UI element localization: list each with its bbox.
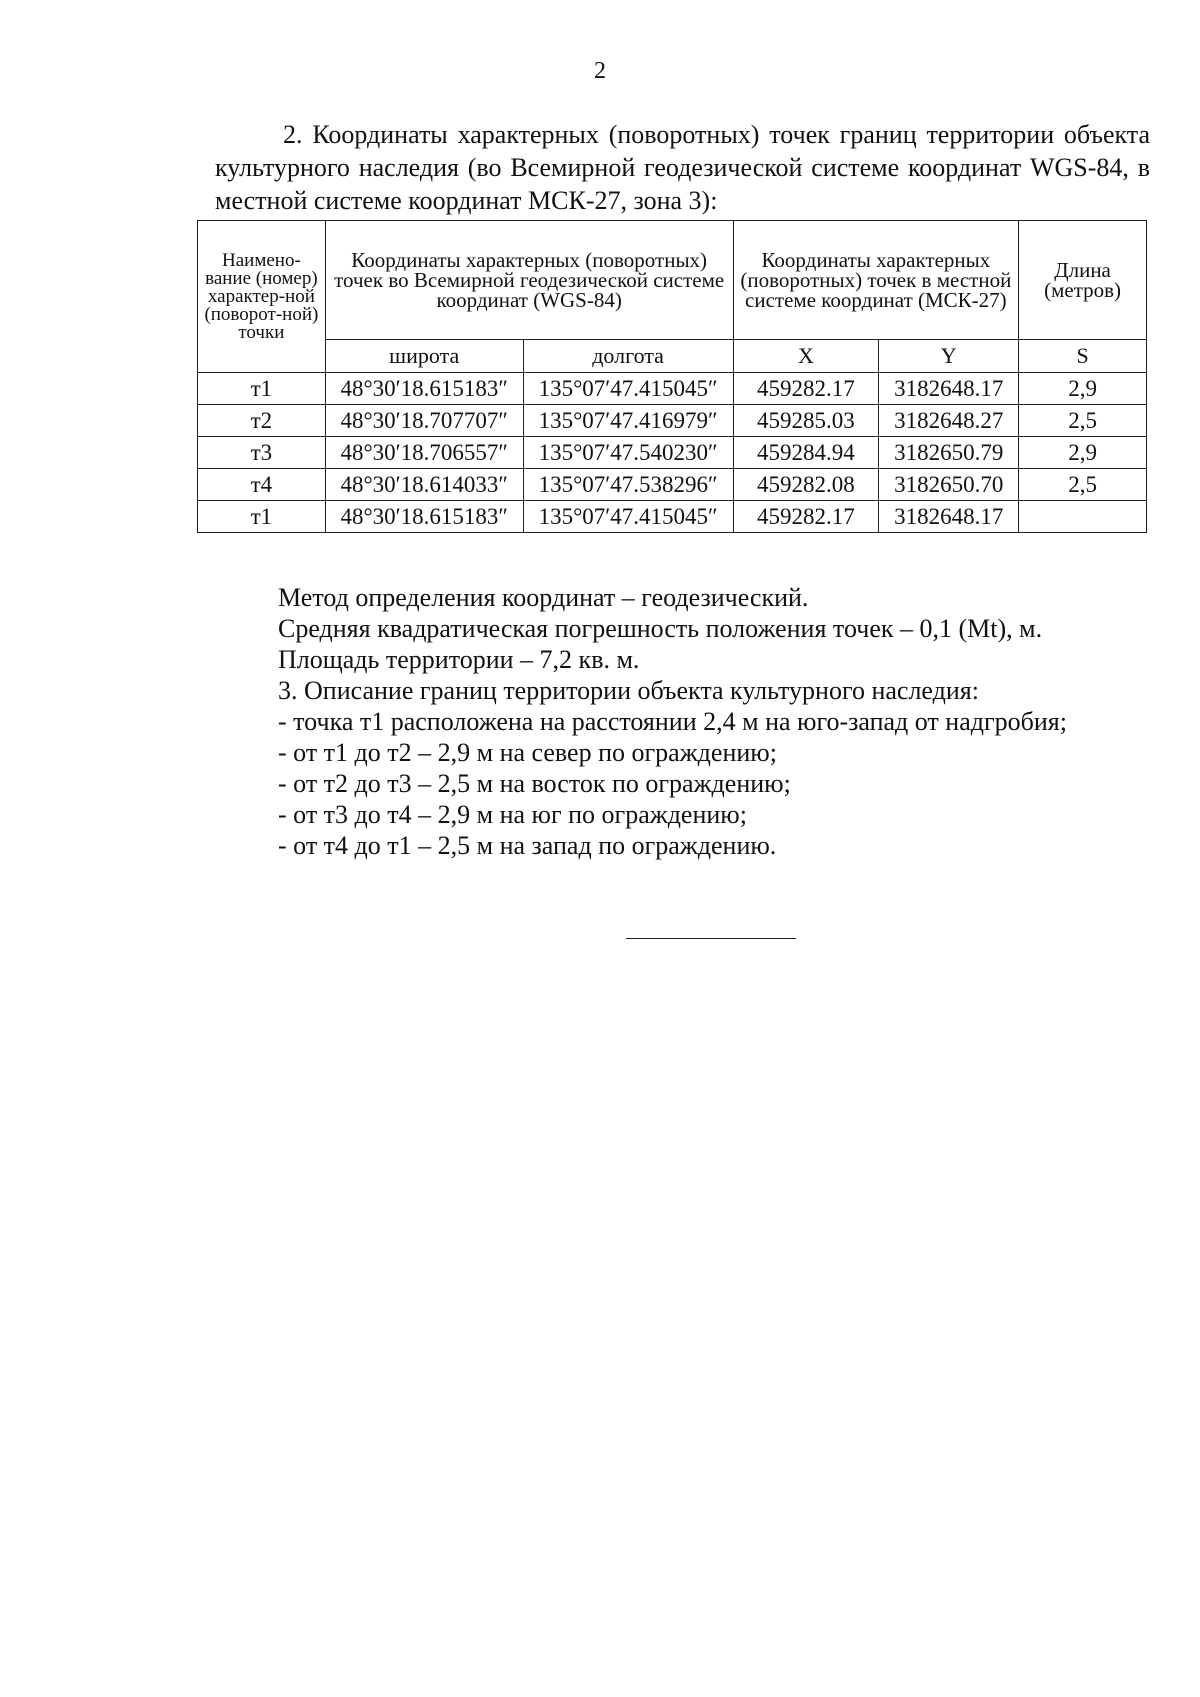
table-row <box>198 437 1147 469</box>
cell-longitude: 135°07′47.415045″ <box>523 501 733 533</box>
text-line: - от т4 до т1 – 2,5 м на запад по ограждению. <box>278 831 777 860</box>
cell-y: 3182648.17 <box>879 501 1019 533</box>
cell-latitude: 48°30′18.706557″ <box>325 437 523 469</box>
cell-length: 2,9 <box>1019 437 1147 469</box>
description-block <box>278 582 1178 861</box>
cell-point: т3 <box>198 437 326 469</box>
cell-point: т2 <box>198 405 326 437</box>
table-subheader-row <box>198 340 1147 373</box>
cell-x: 459282.08 <box>733 469 879 501</box>
cell-point: т4 <box>198 469 326 501</box>
cell-x: 459285.03 <box>733 405 879 437</box>
header-wgs-coordinates: Координаты характерных (поворотных) точек во Всемирной геодезической системе координат (WGS-84) <box>325 221 733 340</box>
cell-point: т1 <box>198 501 326 533</box>
header-msk-coordinates: Координаты характерных (поворотных) точек в местной системе координат (МСК-27) <box>733 221 1019 340</box>
header-x: X <box>733 340 879 373</box>
header-s: S <box>1019 340 1147 373</box>
coordinates-table <box>197 220 1147 533</box>
text-line: Площадь территории – 7,2 кв. м. <box>278 645 640 674</box>
text-line: Средняя квадратическая погрешность положения точек – 0,1 (Mt), м. <box>278 614 1043 643</box>
table-row <box>198 373 1147 405</box>
intro-paragraph <box>215 118 1150 217</box>
table-header-row <box>198 221 1147 340</box>
cell-latitude: 48°30′18.707707″ <box>325 405 523 437</box>
text-line: - от т1 до т2 – 2,9 м на север по ограждению; <box>278 738 777 767</box>
header-longitude: долгота <box>523 340 733 373</box>
cell-latitude: 48°30′18.615183″ <box>325 501 523 533</box>
text-line: 3. Описание границ территории объекта культурного наследия: <box>278 676 979 705</box>
page-number: 2 <box>594 58 606 84</box>
cell-length: 2,5 <box>1019 469 1147 501</box>
header-point-name: Наимено-вание (номер) характер-ной (поворот-ной) точки <box>198 221 326 373</box>
cell-length <box>1019 501 1147 533</box>
cell-y: 3182648.17 <box>879 373 1019 405</box>
cell-y: 3182650.70 <box>879 469 1019 501</box>
cell-length: 2,5 <box>1019 405 1147 437</box>
cell-y: 3182648.27 <box>879 405 1019 437</box>
intro-text: 2. Координаты характерных (поворотных) точек границ территории объекта культурного наследия (во Всемирной геодезической системе координат WGS-84, в местной системе координат МСК-27, зона 3): <box>215 120 1150 215</box>
text-line: - от т2 до т3 – 2,5 м на восток по ограждению; <box>278 769 791 798</box>
cell-x: 459282.17 <box>733 373 879 405</box>
cell-x: 459284.94 <box>733 437 879 469</box>
cell-x: 459282.17 <box>733 501 879 533</box>
cell-longitude: 135°07′47.538296″ <box>523 469 733 501</box>
cell-point: т1 <box>198 373 326 405</box>
table-row <box>198 405 1147 437</box>
table-row <box>198 469 1147 501</box>
cell-longitude: 135°07′47.540230″ <box>523 437 733 469</box>
text-line: - от т3 до т4 – 2,9 м на юг по ограждению; <box>278 800 747 829</box>
end-of-document-line <box>626 938 796 939</box>
cell-longitude: 135°07′47.415045″ <box>523 373 733 405</box>
cell-latitude: 48°30′18.615183″ <box>325 373 523 405</box>
text-line: - точка т1 расположена на расстоянии 2,4 м на юго-запад от надгробия; <box>278 707 1067 736</box>
header-latitude: широта <box>325 340 523 373</box>
table-row <box>198 501 1147 533</box>
header-y: Y <box>879 340 1019 373</box>
text-line: Метод определения координат – геодезический. <box>278 583 809 612</box>
header-length: Длина (метров) <box>1019 221 1147 340</box>
cell-y: 3182650.79 <box>879 437 1019 469</box>
cell-longitude: 135°07′47.416979″ <box>523 405 733 437</box>
cell-length: 2,9 <box>1019 373 1147 405</box>
cell-latitude: 48°30′18.614033″ <box>325 469 523 501</box>
